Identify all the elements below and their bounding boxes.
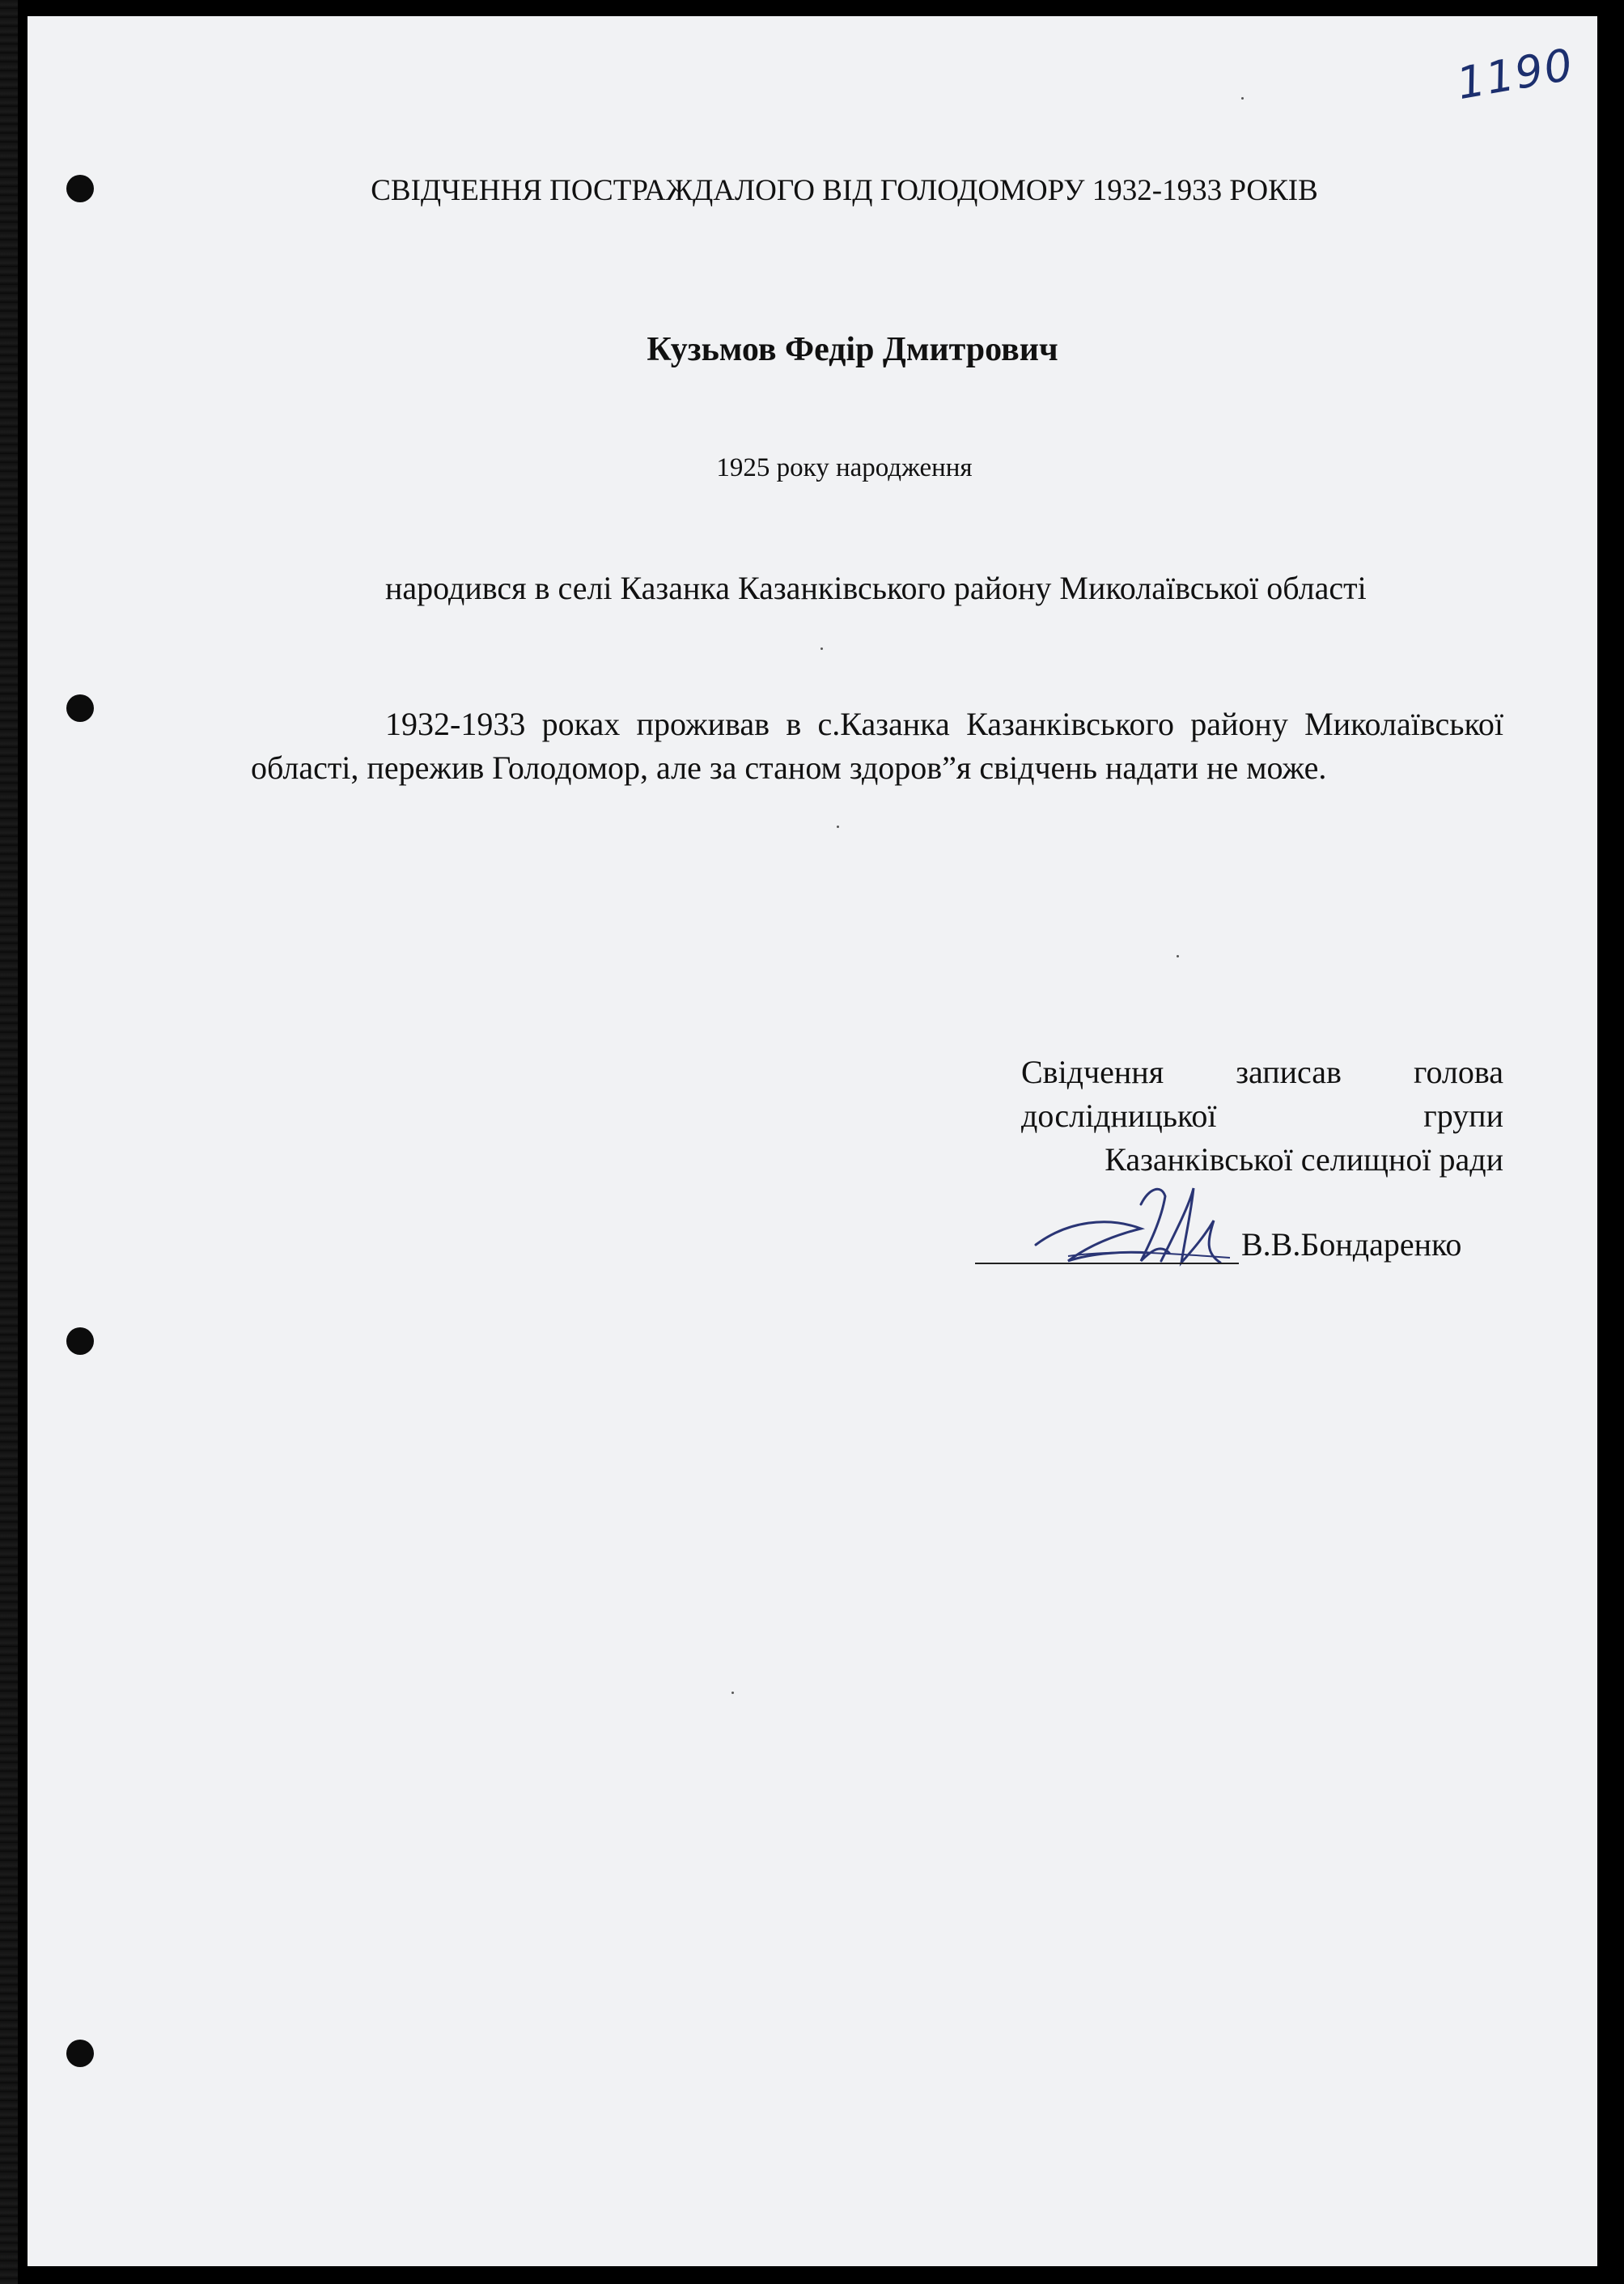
paper-speck <box>1177 955 1179 957</box>
paper-speck <box>731 1692 734 1694</box>
testimony-paragraph: 1932-1933 роках проживав в с.Казанка Казанківського району Миколаївської області, пережив Голодомор, але за станом здоров”я свідчень надати не може. <box>251 706 1503 786</box>
punch-hole <box>66 1327 94 1355</box>
paper-speck <box>820 647 823 650</box>
person-name: Кузьмов Федір Дмитрович <box>647 331 1058 368</box>
punch-hole <box>66 2040 94 2067</box>
birthplace-paragraph: народився в селі Казанка Казанківського району Миколаївської області <box>385 570 1367 606</box>
recorder-line-1: Свідчення записав голова дослідницької групи <box>1021 1054 1503 1134</box>
document-title: СВІДЧЕННЯ ПОСТРАЖДАЛОГО ВІД ГОЛОДОМОРУ 1932-1933 РОКІВ <box>371 174 1318 207</box>
birth-year-line: 1925 року народження <box>716 453 973 482</box>
paper-speck <box>837 826 839 828</box>
handwritten-signature <box>1020 1172 1262 1285</box>
signer-name: В.В.Бондаренко <box>1241 1226 1462 1263</box>
paper-speck <box>1241 97 1244 100</box>
archive-number: 1190 <box>1452 38 1578 110</box>
punch-hole <box>66 694 94 722</box>
recorder-block <box>1021 1051 1503 1182</box>
signature-line <box>975 1263 1239 1264</box>
recorder-line-2: Казанківської селищної ради <box>1105 1141 1503 1178</box>
